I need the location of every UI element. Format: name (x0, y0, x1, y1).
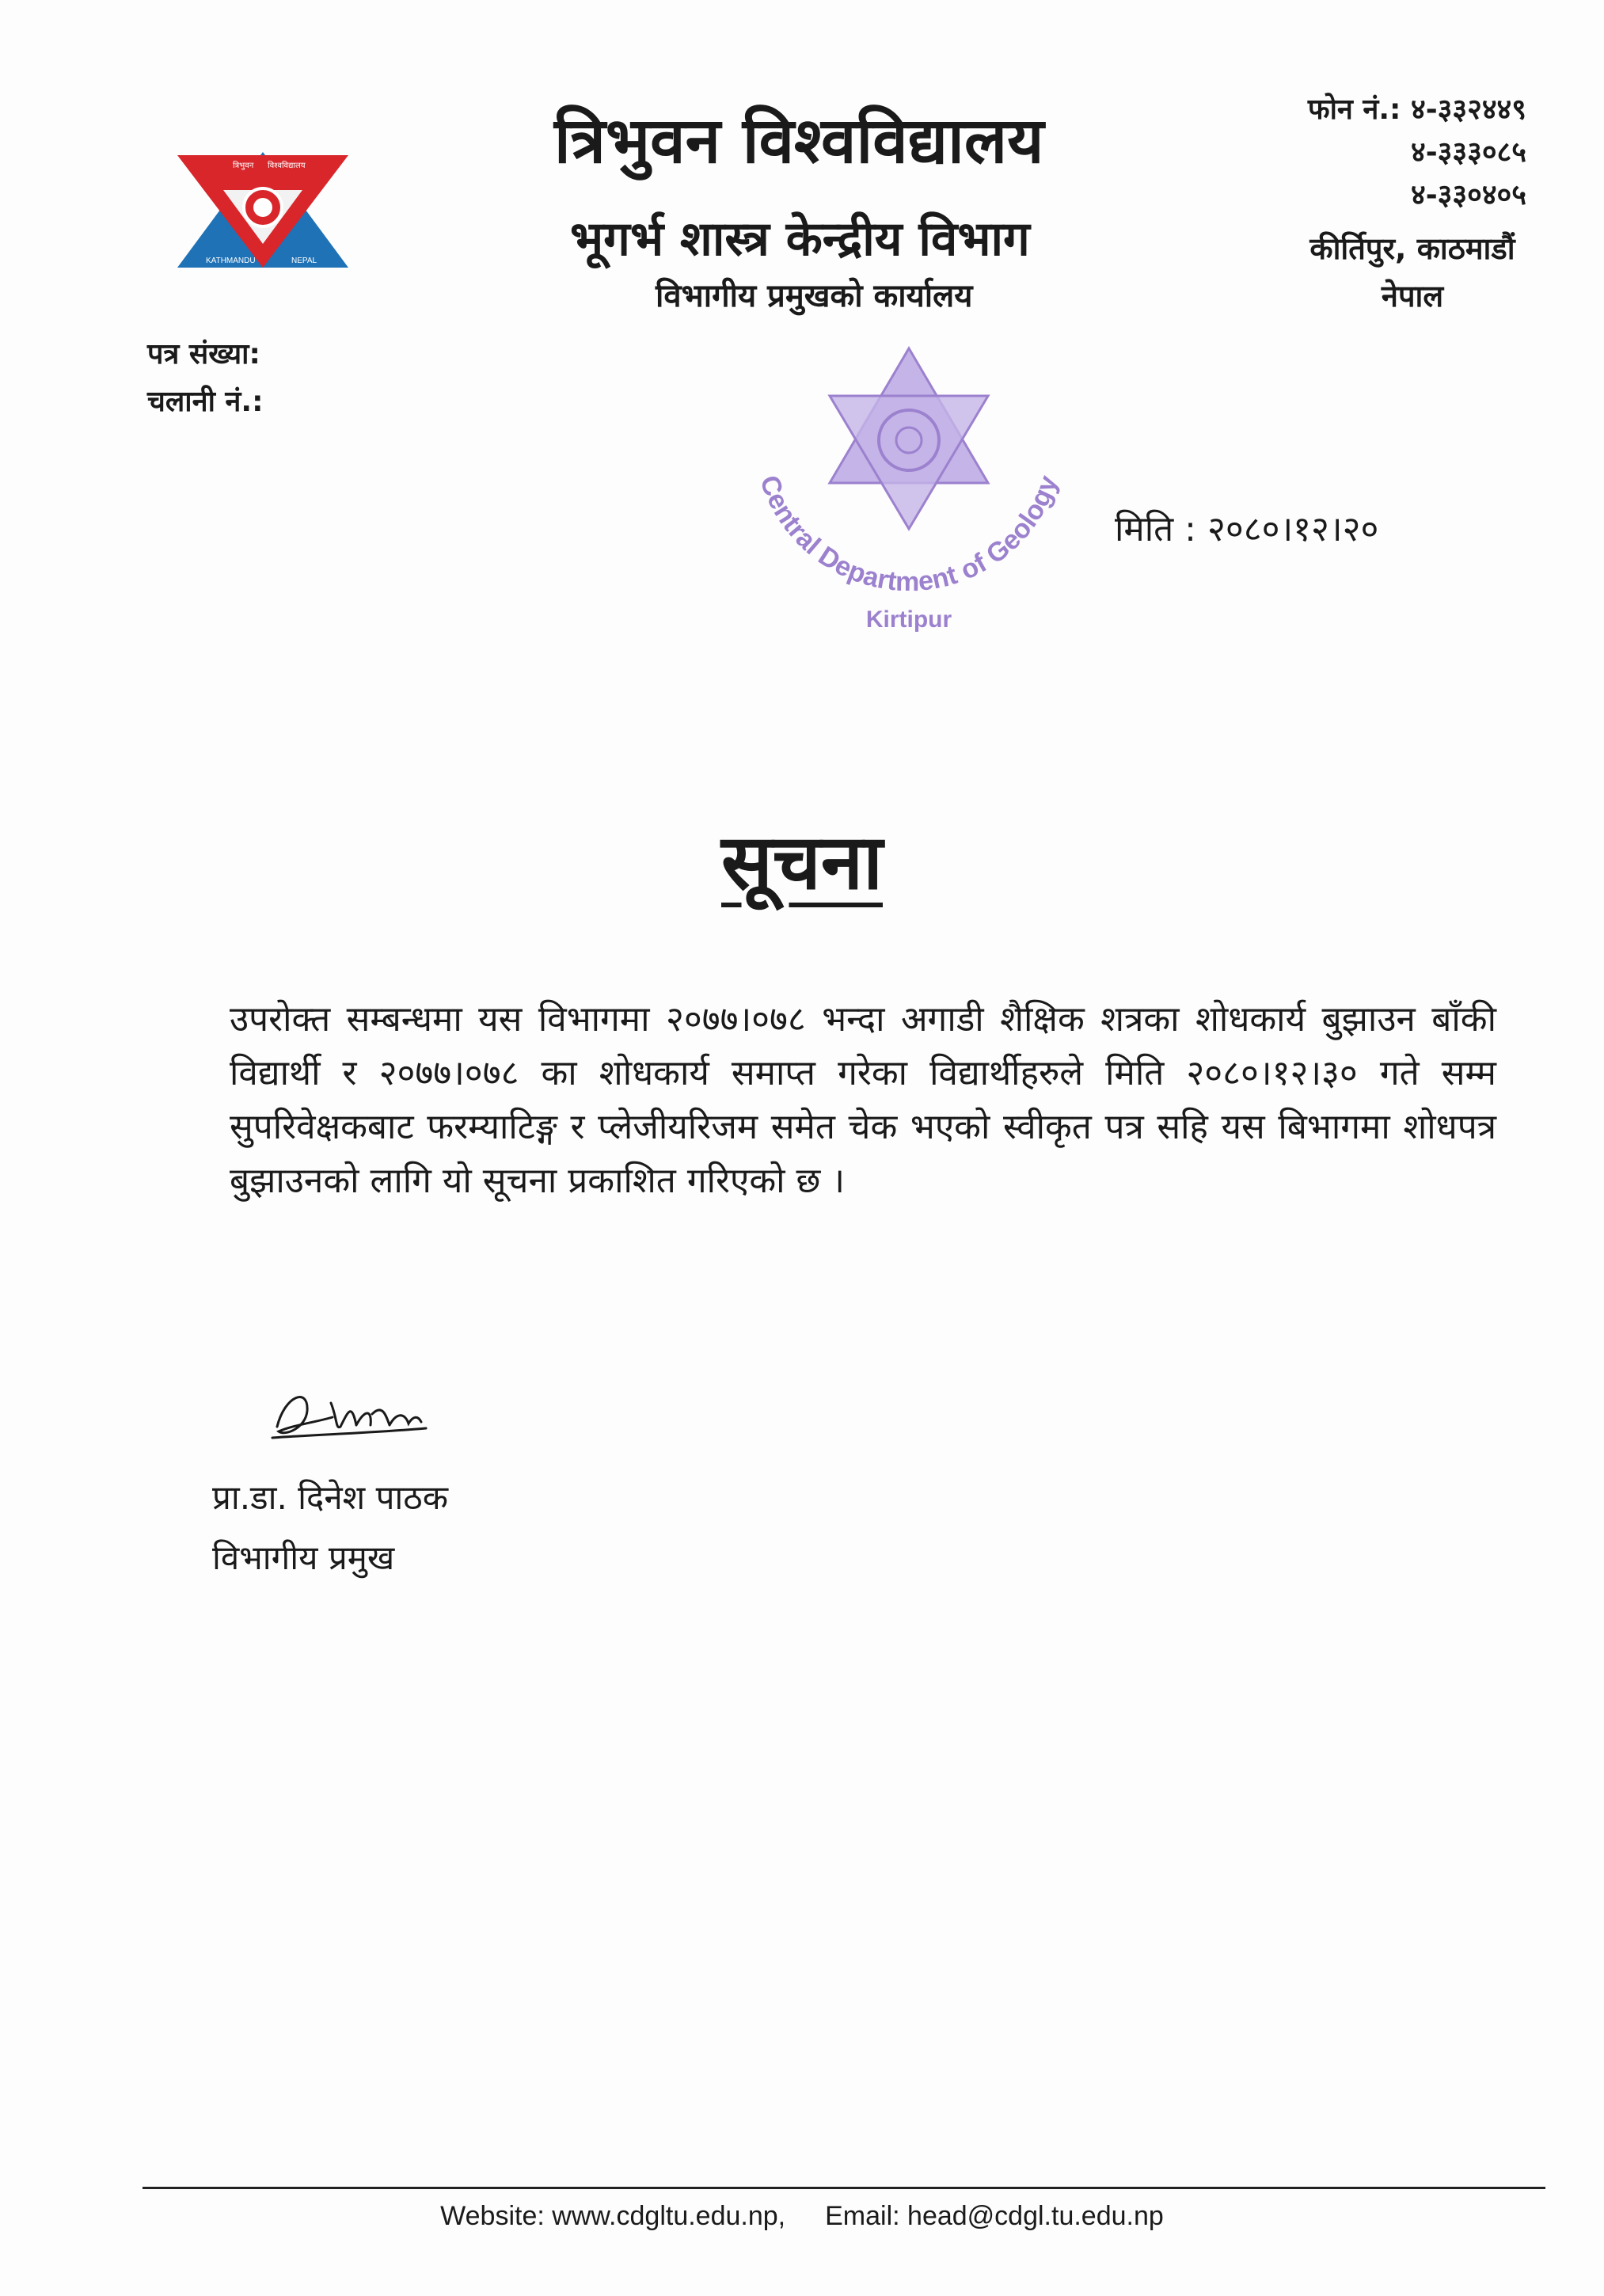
phone-number-2: ४-३३३०८५ (1411, 136, 1526, 169)
department-name: भूगर्भ शास्त्र केन्द्रीय विभाग (570, 211, 1030, 267)
tribhuvan-university-emblem (176, 150, 350, 269)
signature (261, 1379, 435, 1450)
reference-block (147, 331, 263, 426)
footer-divider (143, 2187, 1545, 2189)
logo-text-1: त्रिभुवन (233, 162, 254, 170)
dispatch-number-label: चलानी नं.: (147, 386, 264, 418)
address-line-1: कीर्तिपुर, काठमाडौं (1309, 231, 1515, 266)
notice-body: उपरोक्त सम्बन्धमा यस विभागमा २०७७।०७८ भन्दा अगाडी शैक्षिक शत्रका शोधकार्य बुझाउन बाँकी विद्यार्थी र २०७७।०७८ का शोधकार्य समाप्त गरेका विद्यार्थीहरुले मिति २०८०।१२।३० गते सम्म सुपरिवेक्षकबाट फरम्याटिङ्ग र प्लेजीयरिजम समेत चेक भएको स्वीकृत पत्र सहि यस बिभागमा शोधपत्र बुझाउनको लागि यो सूचना प्रकाशित गरिएको छ । (230, 999, 1496, 1201)
seal-bottom-text: Kirtipur (865, 606, 952, 633)
signatory-name: प्रा.डा. दिनेश पाठक (212, 1478, 448, 1517)
office-name: विभागीय प्रमुखको कार्यालय (656, 278, 973, 314)
address-line-2: नेपाल (1381, 279, 1444, 314)
seal-arc-text: Central Department of Geology (754, 471, 1064, 598)
logo-text-3: KATHMANDU (206, 257, 256, 265)
footer (0, 2201, 1604, 2232)
university-name: त्रिभुवन विश्वविद्यालय (554, 104, 1044, 177)
phone-number-3: ४-३३०४०५ (1411, 179, 1526, 211)
phone-block (1308, 89, 1526, 217)
footer-website[interactable]: Website: www.cdgltu.edu.np, (440, 2201, 786, 2231)
notice-title-text: सूचना (721, 818, 883, 907)
letter-number-label: पत्र संख्या: (147, 338, 260, 371)
address-block (1294, 225, 1531, 320)
phone-number-1: ४-३३२४४९ (1411, 93, 1526, 126)
date-line: मिति : २०८०।१२।२० (1115, 509, 1379, 549)
footer-email[interactable]: Email: head@cdgl.tu.edu.np (825, 2201, 1164, 2231)
logo-text-4: NEPAL (291, 257, 317, 265)
phone-label: फोन नं.: (1307, 93, 1401, 126)
department-seal (735, 340, 1083, 641)
signatory-title: विभागीय प्रमुख (212, 1538, 395, 1577)
notice-title (0, 808, 1604, 911)
logo-text-2: विश्वविद्यालय (268, 162, 306, 170)
